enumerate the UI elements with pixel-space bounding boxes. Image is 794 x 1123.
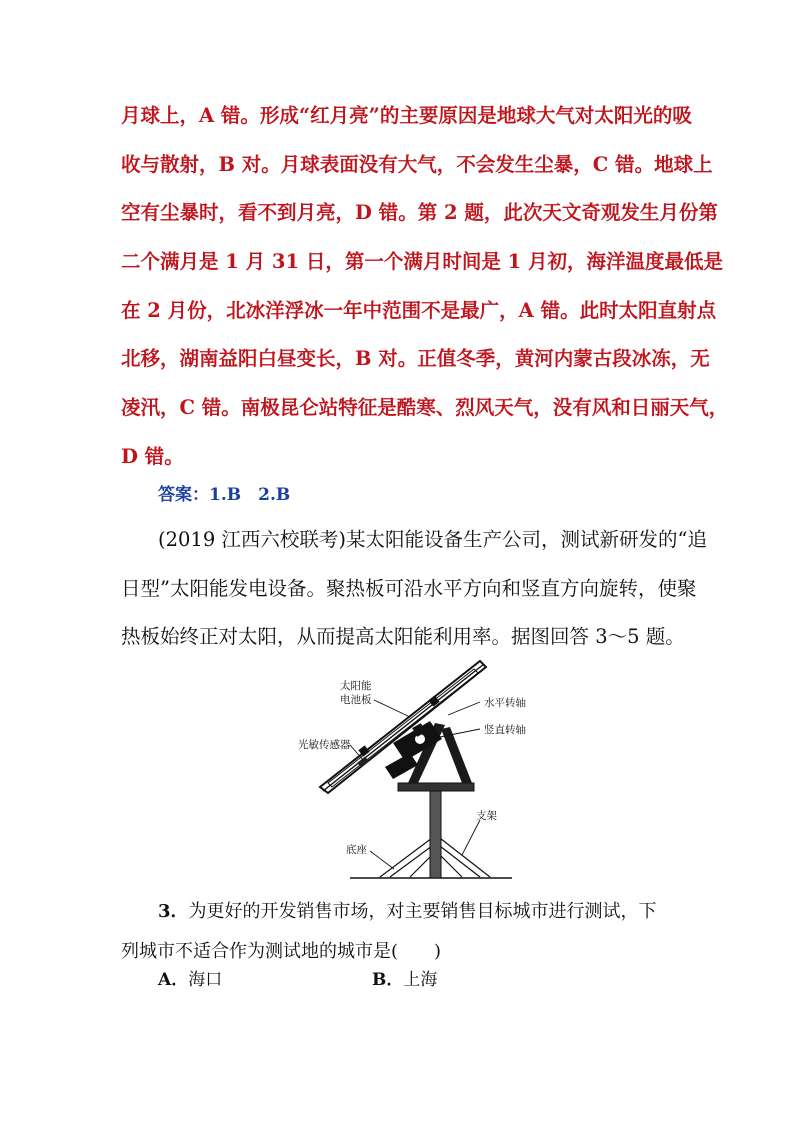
answer-values: 1.B 2.B	[209, 485, 291, 505]
label-sensor: 光敏传感器	[298, 739, 351, 751]
explanation-line: 空有尘暴时，看不到月亮，D 错。第 2 题，此次天文奇观发生月份第	[121, 201, 718, 225]
label-panel-line2: 电池板	[340, 694, 372, 706]
label-base: 底座	[346, 844, 367, 856]
solar-tracker-diagram	[290, 655, 560, 885]
option-b-text: 上海	[403, 970, 438, 990]
solar-tracker-figure	[290, 655, 560, 885]
question-line	[121, 892, 681, 932]
explanation-line: 在 2 月份，北冰洋浮冰一年中范围不是最广，A 错。此时太阳直射点	[121, 298, 717, 322]
explanation-paragraph	[121, 92, 729, 482]
label-vertical-axis: 竖直转轴	[484, 724, 526, 736]
option-a-letter: A．	[158, 970, 189, 990]
option-b[interactable]	[372, 965, 437, 990]
explanation-line: 收与散射，B 对。月球表面没有大气，不会发生尘暴，C 错。地球上	[121, 152, 713, 176]
option-b-letter: B．	[372, 970, 404, 990]
question-text-1: 为更好的开发销售市场，对主要销售目标城市进行测试，下	[188, 901, 657, 922]
explanation-line: 凌汛，C 错。南极昆仑站特征是酷寒、烈风天气，没有风和日丽天气，	[121, 396, 729, 420]
label-horizontal-axis: 水平转轴	[484, 697, 526, 709]
top-plate	[398, 783, 474, 791]
explanation-line: D 错。	[121, 444, 184, 468]
question-3	[121, 892, 681, 972]
answer-label: 答案：	[158, 485, 209, 505]
explanation-line: 二个满月是 1 月 31 日，第一个满月时间是 1 月初，海洋温度最低是	[121, 250, 724, 274]
explanation-line: 月球上，A 错。形成“红月亮”的主要原因是地球大气对太阳光的吸	[121, 104, 692, 127]
answer-line	[158, 480, 290, 505]
label-panel-line1: 太阳能	[340, 680, 372, 692]
intro-line: 热板始终正对太阳，从而提高太阳能利用率。据图回答 3～5 题。	[121, 625, 685, 649]
option-a[interactable]	[158, 965, 222, 990]
intro-line: (2019 江西六校联考)某太阳能设备生产公司，测试新研发的“追	[158, 528, 708, 551]
intro-line: 日型”太阳能发电设备。聚热板可沿水平方向和竖直方向旋转，使聚	[121, 576, 697, 600]
question-text-2: 列城市不适合作为测试地的城市是( )	[121, 941, 442, 962]
support-pole	[430, 785, 441, 878]
option-a-text: 海口	[188, 970, 223, 990]
label-support: 支架	[476, 810, 497, 822]
intro-paragraph	[121, 516, 708, 662]
question-number: 3．	[158, 901, 189, 922]
explanation-line: 北移，湖南益阳白昼变长，B 对。正值冬季，黄河内蒙古段冰冻，无	[121, 347, 710, 371]
